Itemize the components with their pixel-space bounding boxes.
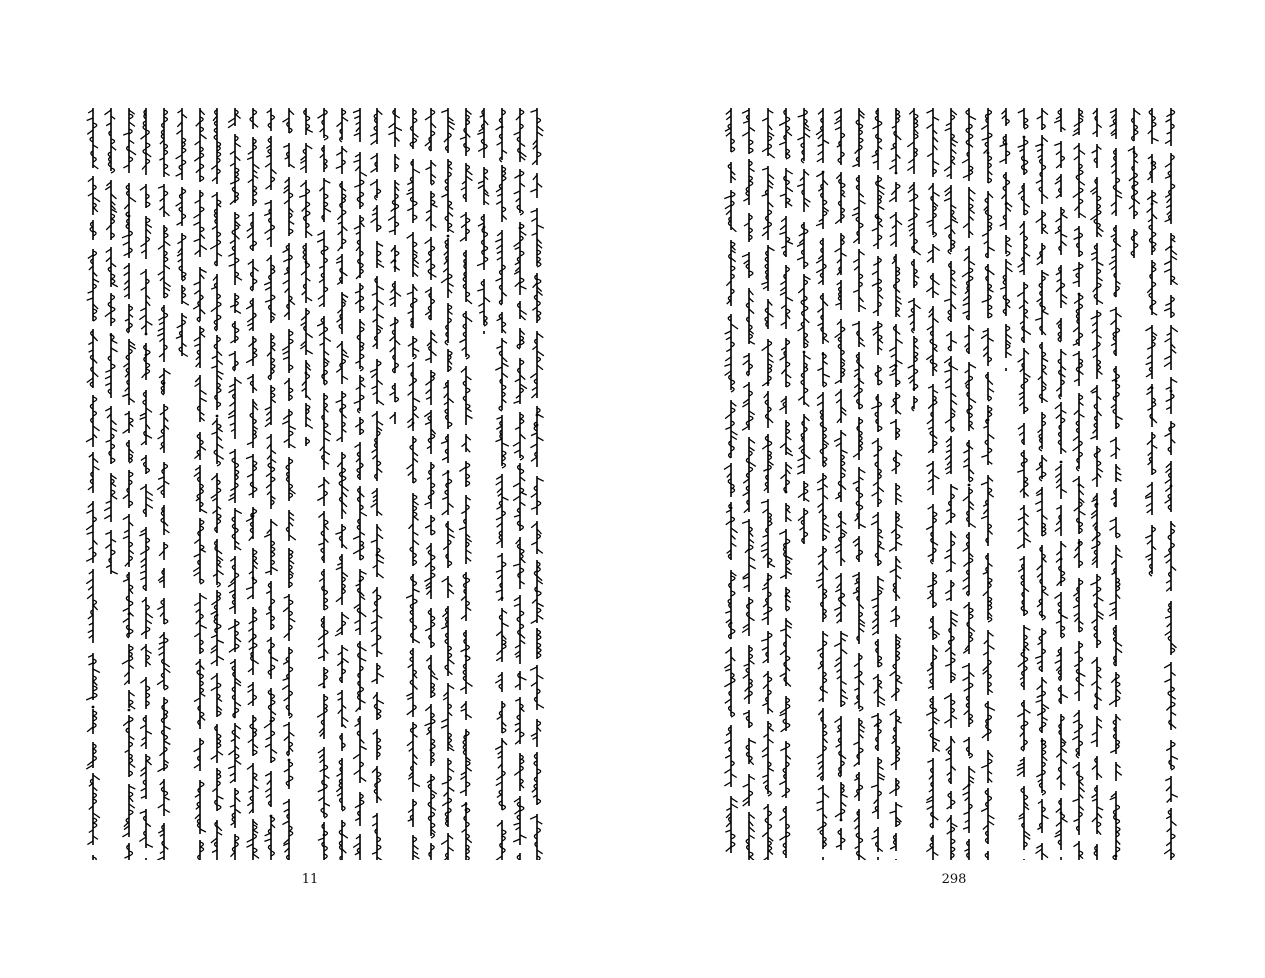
left-page-text-block [84,108,546,860]
text-column [905,108,923,860]
text-column [777,108,795,860]
text-column [960,108,978,860]
text-column [422,108,440,860]
text-column [511,108,529,860]
text-column [759,108,777,860]
left-page-number: 11 [301,872,319,887]
text-column [1125,108,1143,860]
text-column [102,108,120,860]
text-column [850,108,868,860]
text-column [315,108,333,860]
text-column [244,108,262,860]
text-column [1162,108,1180,860]
text-column [297,108,315,860]
text-column [869,108,887,860]
text-column [137,108,155,860]
text-column [191,108,209,860]
text-column [1052,108,1070,860]
text-column [528,108,546,860]
left-page [0,0,632,978]
text-column [368,108,386,860]
text-column [795,108,813,860]
text-column [457,108,475,860]
text-column [924,108,942,860]
text-column [942,108,960,860]
text-column [1107,108,1125,860]
text-column [1033,108,1051,860]
text-column [740,108,758,860]
right-page [632,0,1265,978]
right-page-number: 298 [941,872,967,887]
text-column [979,108,997,860]
text-column [208,108,226,860]
text-column [493,108,511,860]
text-column [1088,108,1106,860]
text-column [439,108,457,860]
right-page-text-block [722,108,1180,860]
text-column [997,108,1015,860]
text-column [386,108,404,860]
text-column [475,108,493,860]
text-column [1143,108,1161,860]
text-column [280,108,298,860]
text-column [262,108,280,860]
text-column [1070,108,1088,860]
text-column [173,108,191,860]
text-column [155,108,173,860]
text-column [84,108,102,860]
text-column [404,108,422,860]
text-column [887,108,905,860]
text-column [120,108,138,860]
text-column [832,108,850,860]
text-column [722,108,740,860]
text-column [226,108,244,860]
text-column [351,108,369,860]
text-column [333,108,351,860]
text-column [1015,108,1033,860]
text-column [814,108,832,860]
